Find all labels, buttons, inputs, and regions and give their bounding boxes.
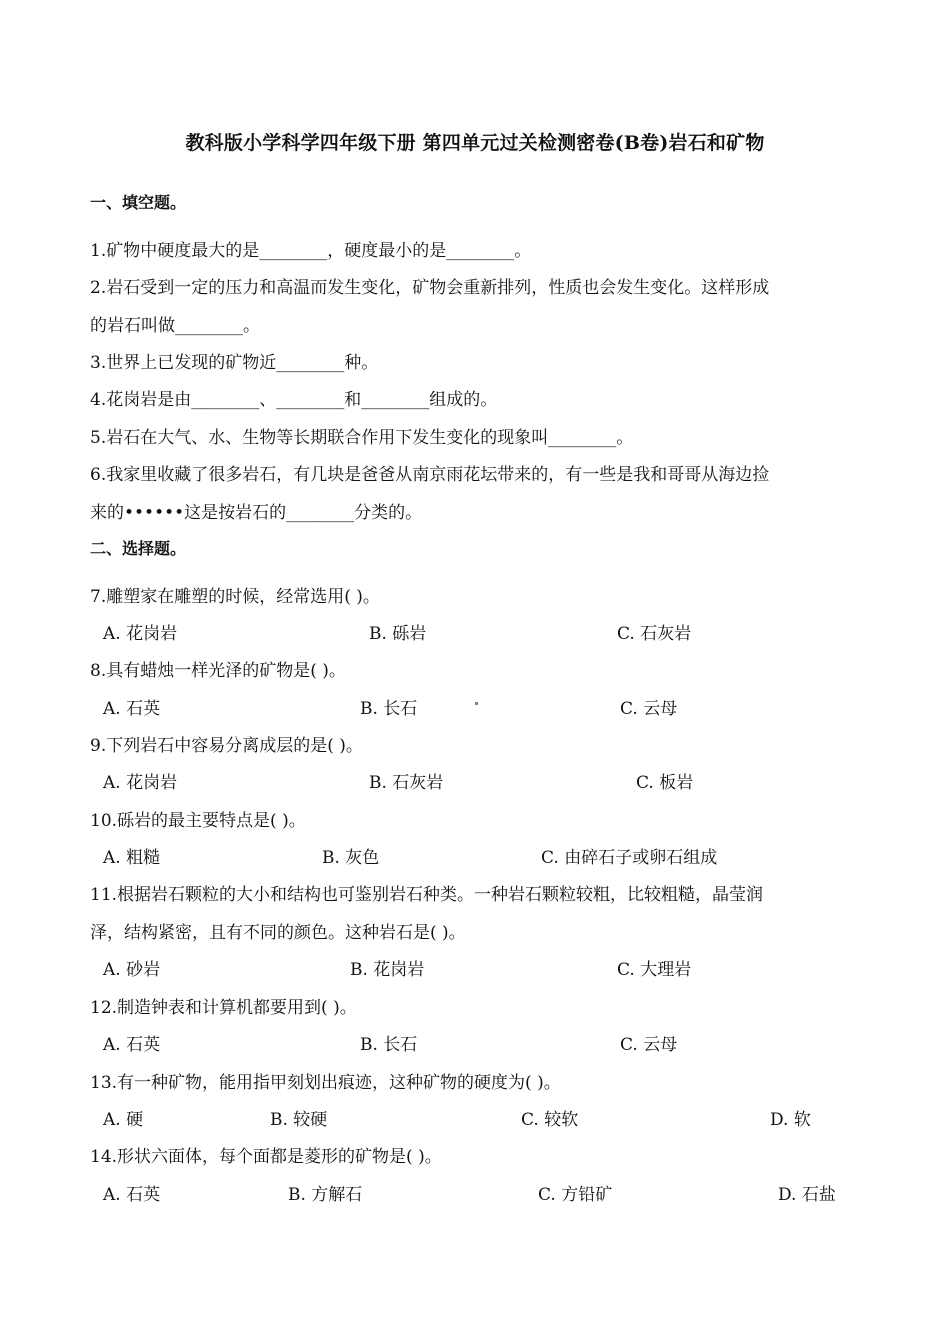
option-a: A. 硬 [103, 1110, 144, 1130]
option-a: A. 花岗岩 [103, 624, 178, 644]
option-d: D. 石盐 [778, 1185, 836, 1205]
option-a: A. 石英 [103, 699, 161, 719]
fill-question-2-cont: 的岩石叫做________。 [90, 316, 260, 336]
option-b: B. 花岗岩 [350, 960, 425, 980]
option-c: C. 石灰岩 [617, 624, 692, 644]
stray-dot [475, 702, 478, 705]
fill-question-3: 3.世界上已发现的矿物近________种。 [90, 353, 379, 373]
option-a: A. 石英 [103, 1035, 161, 1055]
question-stem-cont: 泽，结构紧密，且有不同的颜色。这种岩石是( )。 [90, 923, 466, 943]
fill-question-6-cont: 来的••••••这是按岩石的________分类的。 [90, 503, 423, 523]
fill-question-2: 2.岩石受到一定的压力和高温而发生变化，矿物会重新排列，性质也会发生变化。这样形成 [90, 278, 770, 298]
option-a: A. 粗糙 [103, 848, 161, 868]
fill-question-6: 6.我家里收藏了很多岩石，有几块是爸爸从南京雨花坛带来的，有一些是我和哥哥从海边捡 [90, 465, 770, 485]
question-stem: 9.下列岩石中容易分离成层的是( )。 [90, 736, 363, 756]
option-d: D. 软 [770, 1110, 811, 1130]
option-a: A. 砂岩 [103, 960, 161, 980]
option-c: C. 方铅矿 [538, 1185, 613, 1205]
question-stem: 10.砾岩的最主要特点是( )。 [90, 811, 306, 831]
question-stem: 13.有一种矿物，能用指甲刻划出痕迹，这种矿物的硬度为( )。 [90, 1073, 561, 1093]
page-title: 教科版小学科学四年级下册 第四单元过关检测密卷(B卷)岩石和矿物 [185, 132, 765, 154]
option-b: B. 灰色 [322, 848, 380, 868]
option-b: B. 较硬 [270, 1110, 328, 1130]
option-c: C. 由碎石子或卵石组成 [541, 848, 718, 868]
fill-question-1: 1.矿物中硬度最大的是________，硬度最小的是________。 [90, 241, 532, 261]
option-b: B. 方解石 [288, 1185, 363, 1205]
option-c: C. 板岩 [636, 773, 694, 793]
option-b: B. 石灰岩 [369, 773, 444, 793]
fill-question-5: 5.岩石在大气、水、生物等长期联合作用下发生变化的现象叫________。 [90, 428, 634, 448]
option-b: B. 长石 [360, 699, 418, 719]
question-stem: 8.具有蜡烛一样光泽的矿物是( )。 [90, 661, 346, 681]
option-c: C. 大理岩 [617, 960, 692, 980]
question-stem: 14.形状六面体，每个面都是菱形的矿物是( )。 [90, 1147, 442, 1167]
question-stem: 12.制造钟表和计算机都要用到( )。 [90, 998, 357, 1018]
section-heading-fill: 一、填空题。 [90, 193, 187, 212]
option-a: A. 石英 [103, 1185, 161, 1205]
option-b: B. 砾岩 [369, 624, 427, 644]
fill-question-4: 4.花岗岩是由________、________和________组成的。 [90, 390, 498, 410]
section-heading-choice: 二、选择题。 [90, 539, 187, 558]
option-c: C. 云母 [620, 699, 678, 719]
option-b: B. 长石 [360, 1035, 418, 1055]
option-a: A. 花岗岩 [103, 773, 178, 793]
option-c: C. 较软 [521, 1110, 579, 1130]
question-stem: 7.雕塑家在雕塑的时候，经常选用( )。 [90, 587, 380, 607]
question-stem: 11.根据岩石颗粒的大小和结构也可鉴别岩石种类。一种岩石颗粒较粗，比较粗糙，晶莹润 [90, 885, 764, 905]
option-c: C. 云母 [620, 1035, 678, 1055]
